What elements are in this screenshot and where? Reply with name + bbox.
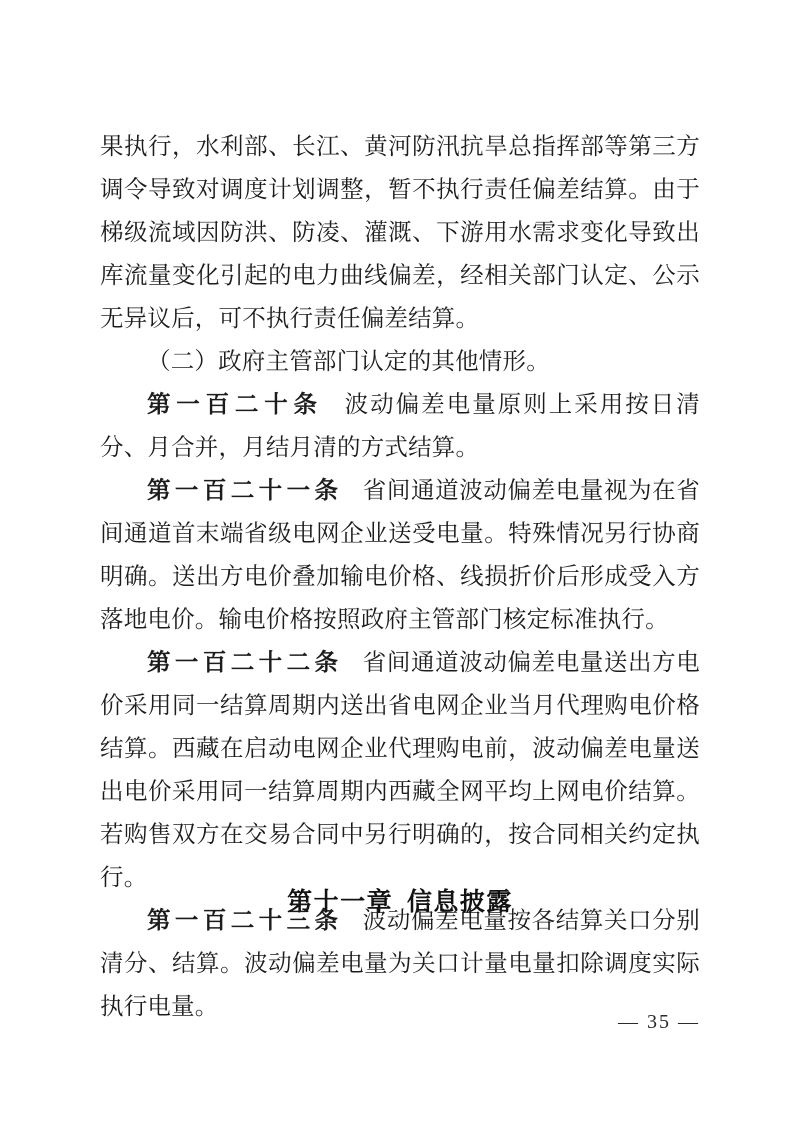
chapter-number-label: 第十一章 <box>287 888 394 916</box>
paragraph-text: 果执行，水利部、长江、黄河防汛抗旱总指挥部等第三方调令导致对调度计划调整，暂不执行责任偏差结算。由于梯级流域因防洪、防凌、灌溉、下游用水需求变化导致出库流量变化引起的电力曲线偏差，经相关部门认定、公示无异议后，可不执行责任偏差结算。 <box>100 134 700 332</box>
article-body-text: 波动偏差电量按各结算关口分别清分、结算。波动偏差电量为关口计量电量扣除调度实际执行电量。 <box>100 908 700 1020</box>
page-number: — 35 — <box>618 1011 700 1033</box>
article-121 <box>100 470 700 642</box>
paragraph-continuation <box>100 126 700 341</box>
article-120 <box>100 384 700 470</box>
article-number-label: 第一百二十一条 <box>147 478 343 504</box>
article-number-label: 第一百二十二条 <box>147 650 343 676</box>
chapter-heading <box>0 884 800 920</box>
article-body-text: 省间通道波动偏差电量送出方电价采用同一结算周期内送出省电网企业当月代理购电价格结算。西藏在启动电网企业代理购电前，波动偏差电量送出电价采用同一结算周期内西藏全网平均上网电价结算。若购售双方在交易合同中另行明确的，按合同相关约定执行。 <box>100 650 700 891</box>
chapter-title: 信息披露 <box>406 888 513 916</box>
article-body-text: 波动偏差电量原则上采用按日清分、月合并，月结月清的方式结算。 <box>100 392 700 461</box>
paragraph-item-two <box>100 341 700 384</box>
article-122 <box>100 642 700 900</box>
article-number-label: 第一百二十条 <box>147 392 323 418</box>
article-number-label: 第一百二十三条 <box>147 908 343 934</box>
paragraph-text: （二）政府主管部门认定的其他情形。 <box>147 349 550 375</box>
article-body-text: 省间通道波动偏差电量视为在省间通道首末端省级电网企业送受电量。特殊情况另行协商明确。送出方电价叠加输电价格、线损折价后形成受入方落地电价。输电价格按照政府主管部门核定标准执行。 <box>100 478 700 633</box>
